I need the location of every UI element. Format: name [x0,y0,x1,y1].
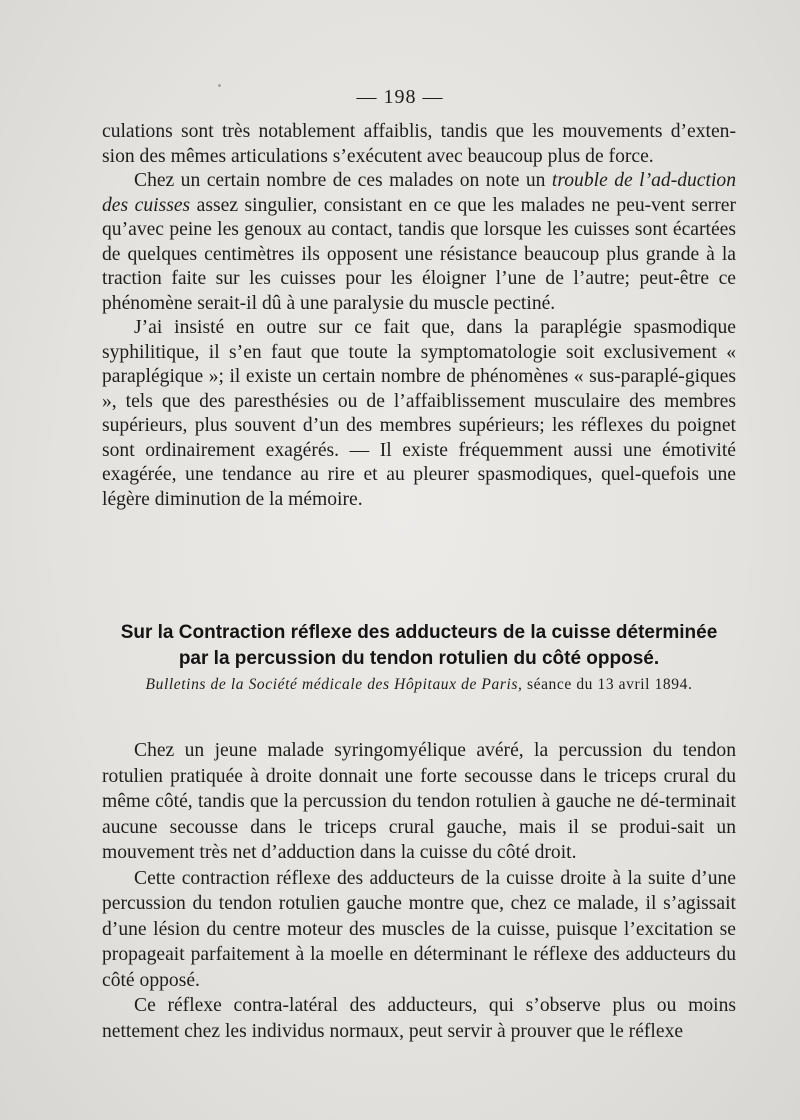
paragraph-text: Chez un certain nombre de ces malades on note un [134,170,552,191]
text-block-bottom [102,738,736,1044]
citation [96,676,742,694]
heading-line: Sur la Contraction réflexe des adducteurs de la cuisse déterminée [120,622,718,643]
paragraph: J’ai insisté en outre sur ce fait que, dans la paraplégie spasmodique syphilitique, il s’en faut que toute la symptomatologie soit exclusivement « paraplégique »; il existe un certain nombre de phénomènes « sus-paraplé-giques », tels que des paresthésies ou de l’affaiblissement musculaire des membres supérieurs, plus souvent d’un des membres supérieurs; les réflexes du poignet sont ordinairement exagérés. — Il existe fréquemment aussi une émotivité exagérée, une tendance au rire et au pleurer spasmodiques, quel-quefois une légère diminution de la mémoire. [102,317,736,510]
citation-source: Bulletins de la Société médicale des Hôpitaux de Paris, [145,676,523,693]
paragraph: culations sont très notablement affaiblis, tandis que les mouvements d’exten-sion des mêmes articulations s’exécutent avec beaucoup plus de force. [102,121,736,167]
page-number: — 198 — [356,86,444,108]
paragraph: Chez un jeune malade syringomyélique avéré, la percussion du tendon rotulien pratiquée à droite donnait une forte secousse dans le triceps crural du même côté, tandis que la percussion du tendon rotulien à gauche ne dé-terminait aucune secousse dans le triceps crural gauche, mais il se produi-sait un mouvement très net d’adduction dans la cuisse du côté droit. [102,740,736,863]
text-block-top [102,120,736,512]
paragraph [102,169,736,316]
italic-term: trouble de l’ad-duction des cuisses [102,170,736,216]
paragraph: Cette contraction réflexe des adducteurs de la cuisse droite à la suite d’une percussion du tendon rotulien gauche montre que, chez ce malade, il s’agissait d’une lésion du centre moteur des muscles de la cuisse, puisque l’excitation se propageait parfaitement à la moelle en déterminant le réflexe des adducteurs du côté opposé. [102,867,736,991]
citation-date: séance du 13 avril 1894. [522,676,693,693]
section-heading [96,620,742,672]
paragraph: Ce réflexe contra-latéral des adducteurs, qui s’observe plus ou moins nettement chez les individus normaux, peut servir à prouver que le réflexe [102,995,736,1042]
paragraph-text: assez singulier, consistant en ce que les malades ne peu-vent serrer qu’avec peine les genoux au contact, tandis que lorsque les cuisses sont écartées de quelques centimètres ils opposent une résistance beaucoup plus grande à la traction faite sur les cuisses pour les éloigner l’une de l’autre; peut-être ce phénomène serait-il dû à une paralysie du muscle pectiné. [102,194,737,314]
heading-line: par la percussion du tendon rotulien du côté opposé. [178,648,660,669]
